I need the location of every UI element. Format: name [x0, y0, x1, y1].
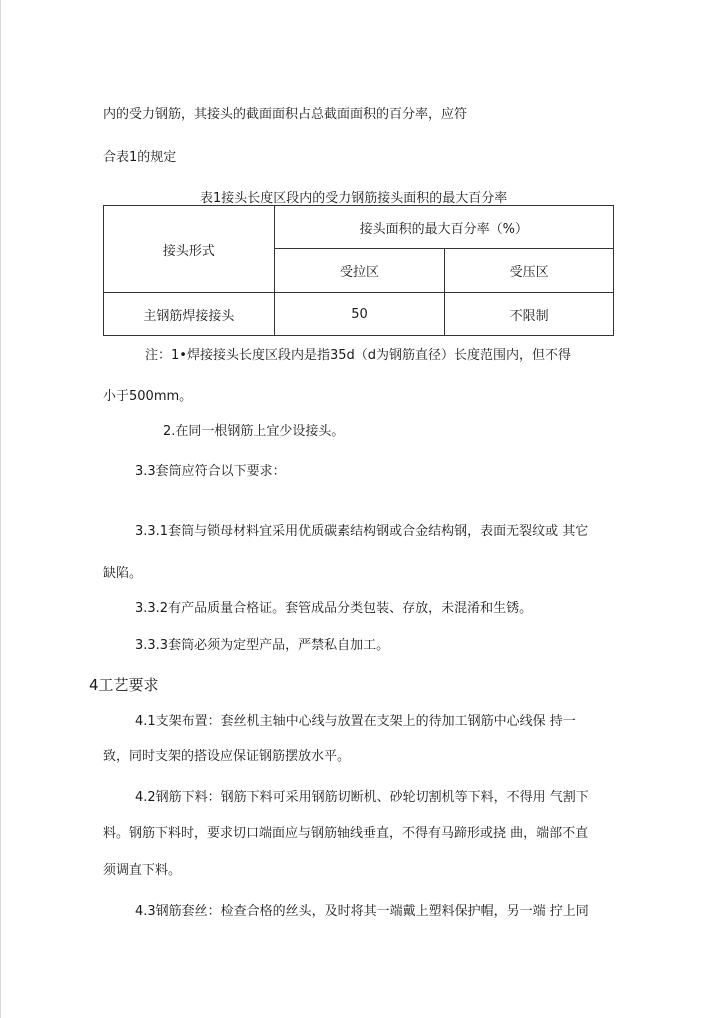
- header-joint-type: 接头形式: [104, 206, 275, 293]
- table-caption: 表1接头长度区段内的受力钢筋接头面积的最大百分率: [200, 191, 508, 206]
- note-line: 小于500mm。: [103, 389, 193, 404]
- paragraph-line: 内的受力钢筋，其接头的截面面积占总截面面积的百分率，应符: [103, 107, 468, 122]
- page-edge: [0, 0, 1, 1018]
- section-line: 4.1支架布置：套丝机主轴中心线与放置在支架上的待加工钢筋中心线保 持一: [135, 714, 576, 729]
- header-max-percentage: 接头面积的最大百分率（%）: [274, 206, 613, 249]
- note-line: 注：1•焊接接头长度区段内是指35d（d为钢筋直径）长度范围内，但不得: [145, 348, 571, 363]
- section-line: 4.2钢筋下料：钢筋下料可采用钢筋切断机、砂轮切割机等下料，不得用 气割下: [135, 790, 589, 805]
- section-line: 4.3钢筋套丝：检查合格的丝头，及时将其一端戴上塑料保护帽，另一端 拧上同: [135, 904, 589, 919]
- row-tension-value: 50: [274, 293, 445, 336]
- paragraph-line: 合表1的规定: [103, 150, 177, 165]
- section-line: 3.3.1套筒与锁母材料宜采用优质碳素结构钢或合金结构钢，表面无裂纹或 其它: [135, 524, 589, 539]
- section-line: 须调直下料。: [103, 863, 182, 878]
- row-joint-label: 主钢筋焊接接头: [104, 293, 275, 336]
- joint-percentage-table: [103, 205, 614, 336]
- subheader-tension-zone: 受拉区: [274, 249, 445, 293]
- section-line: 3.3套筒应符合以下要求：: [135, 464, 286, 479]
- subheader-compression-zone: 受压区: [445, 249, 614, 293]
- row-compression-value: 不限制: [445, 293, 614, 336]
- section-heading: 4工艺要求: [89, 676, 159, 694]
- section-line: 料。钢筋下料时，要求切口端面应与钢筋轴线垂直，不得有马蹄形或挠 曲，端部不直: [103, 826, 589, 841]
- note-line: 2.在同一根钢筋上宜少设接头。: [163, 424, 345, 439]
- section-line: 缺陷。: [103, 566, 143, 581]
- section-line: 3.3.2有产品质量合格证。套管成品分类包装、存放，未混淆和生锈。: [135, 601, 533, 616]
- section-line: 致，同时支架的搭设应保证钢筋摆放水平。: [103, 749, 351, 764]
- section-line: 3.3.3套筒必须为定型产品，严禁私自加工。: [135, 638, 390, 653]
